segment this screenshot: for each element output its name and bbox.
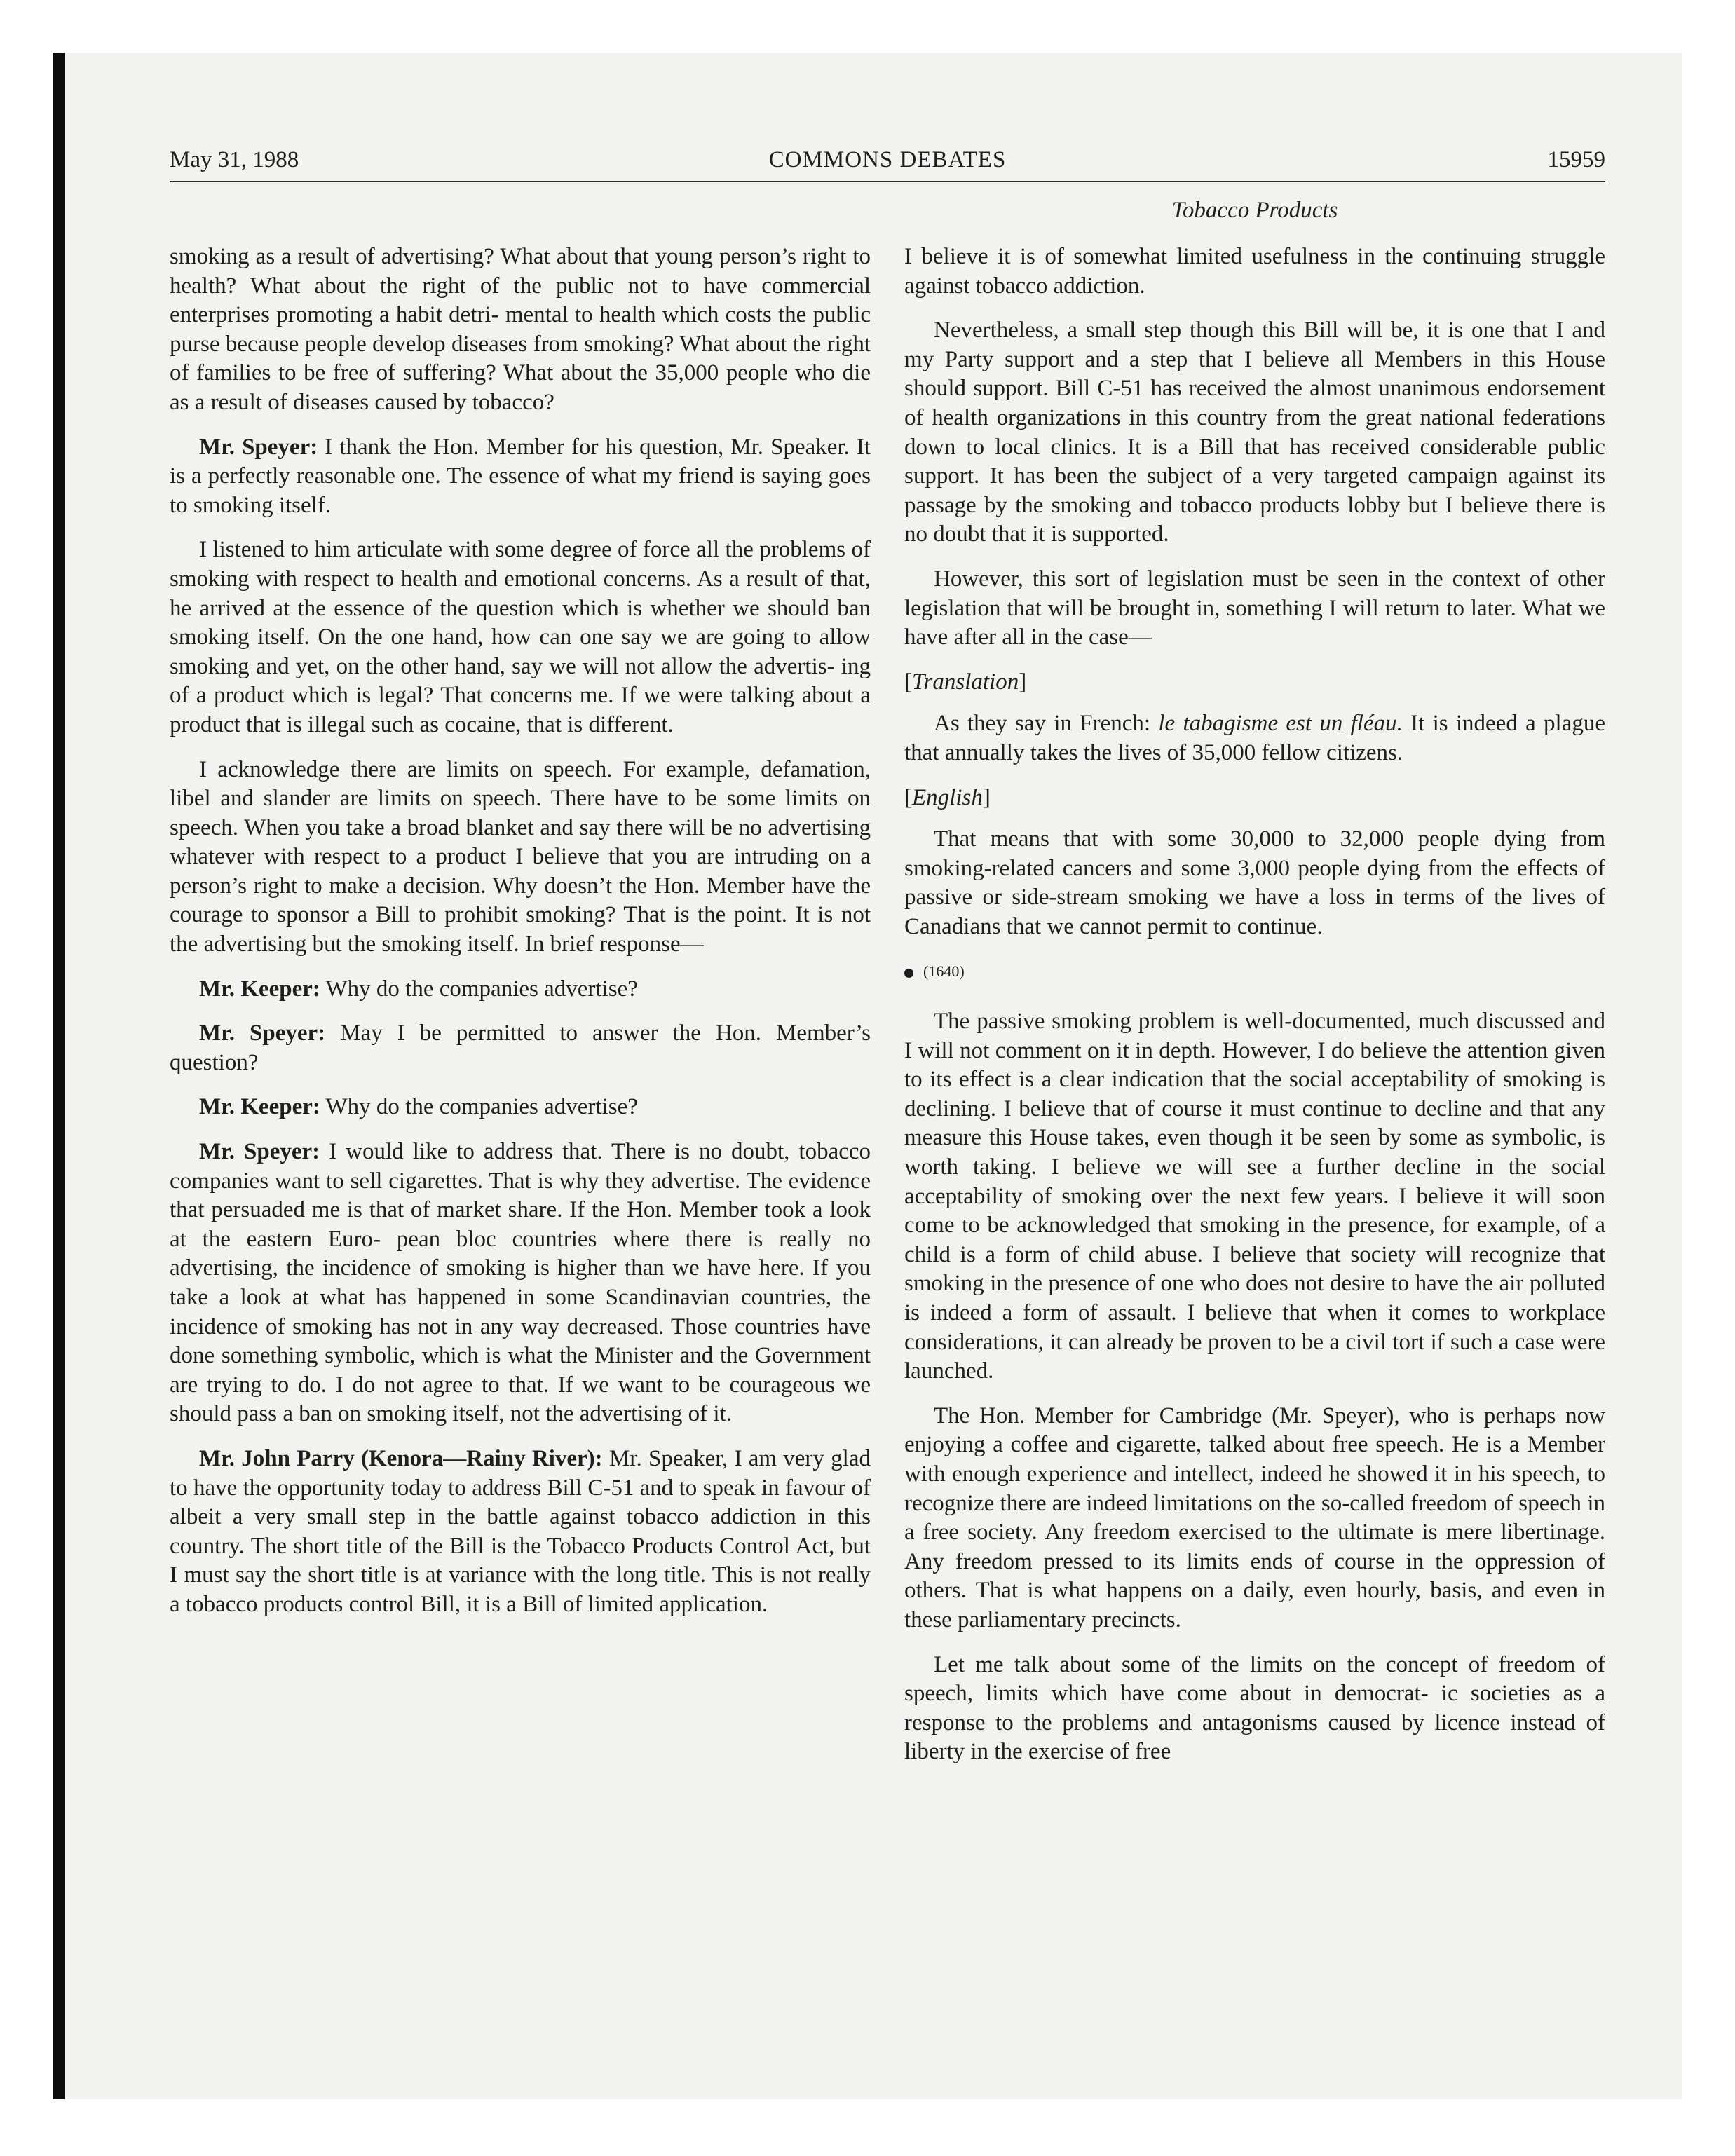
right-column [904,243,1605,1782]
paragraph: That means that with some 30,000 to 32,000 people dying from smoking-related cancers and some 3,000 people dying from the effects of passive or side-stream smoking we have a loss in terms of the lives of Canadians that we cannot permit to continue. [904,826,1605,939]
paragraph [170,433,871,521]
paragraph [170,975,871,1004]
speaker-name: Mr. Speyer: [199,434,318,460]
scan-edge-shadow [53,53,65,2099]
paragraph [170,1093,871,1122]
paragraph: smoking as a result of advertising? What about that young person’s right to health? What about the right of the public not to have commercial enterprises promoting a habit detri- mental to health which costs the public purse because people develop diseases from smoking? What about the right of families to be free of suffering? What about the 35,000 people who die as a result of diseases caused by tobacco? [170,244,871,415]
speech-text: Why do the companies advertise? [325,976,638,1002]
paragraph: I acknowledge there are limits on speech. For example, defamation, libel and slander are limits on speech. There have to be some limits on speech. When you take a broad blanket and say there will be no advertising whatever with respect to a product I believe that you are intruding on a person’s right to make a decision. Why doesn’t the Hon. Member have the courage to sponsor a Bill to prohibit smoking? That is the point. It is not the advertising but the smoking itself. In brief response— [170,756,871,957]
subject-heading: Tobacco Products [1171,198,1338,223]
speech-text: Mr. Speaker, I am very glad to have the opportunity today to address Bill C-51 and to speak in favour of albeit a very small step in the battle against tobacco addiction in this country. The short title of the Bill is the Tobacco Products Control Act, but I must say the short title is at variance with the long title. This is not really a tobacco products control Bill, it is a Bill of limited application. [170,1445,871,1617]
paragraph [170,1138,871,1429]
paragraph [170,1445,871,1620]
time-marker [904,957,1605,986]
paragraph: I believe it is of somewhat limited usefulness in the continuing struggle against tobacco addiction. [904,244,1605,299]
language-marker: [Translation] [904,669,1027,695]
speech-text: It is indeed a plague that annually takes the lives of 35,000 fellow citizens. [904,711,1606,765]
header-page-number: 15959 [1547,147,1605,172]
speech-text: May I be permitted to answer the Hon. Member’s question? [170,1021,871,1075]
left-column [170,243,871,1635]
language-label: Translation [912,669,1019,695]
speaker-name: Mr. Speyer: [199,1139,320,1165]
speaker-name: Mr. John Parry (Kenora—Rainy River): [199,1445,603,1471]
speaker-name: Mr. Speyer: [199,1021,326,1046]
bullet-icon [904,969,913,978]
paragraph: The passive smoking problem is well-documented, much discussed and I will not comment on it in depth. However, I do believe the attention given to its effect is a clear indication that the social acceptability of smoking is declining. I believe that of course it must continue to decline and that any measure this House takes, even though it be seen by some as symbolic, is worth taking. I believe we will see a further decline in the social acceptability of smoking over the next few years. I believe it will soon come to be acknowledged that smoking in the presence, for example, of a child is a form of child abuse. I believe that society will recognize that smoking in the presence of one who does not desire to have the air polluted is indeed a form of assault. I believe that when it comes to workplace considerations, it can already be proven to be a civil tort if such a case were launched. [904,1009,1605,1384]
header-rule [170,181,1605,182]
speech-text: As they say in French: [934,711,1151,737]
speaker-name: Mr. Keeper: [199,1094,320,1120]
speech-text: Why do the companies advertise? [325,1094,638,1120]
speech-text: I thank the Hon. Member for his question, Mr. Speaker. It is a perfectly reasonable one. The essence of what my friend is saying goes to smoking itself. [170,434,871,518]
paragraph: Nevertheless, a small step though this Bill will be, it is one that I and my Party support and a step that I believe all Members in this House should support. Bill C-51 has received the almost unanimous endorsement of health organizations in this country from the great national federations down to local clinics. It is a Bill that has received considerable public support. It has been the subject of a very targeted campaign against its passage by the smoking and tobacco products lobby but I believe there is no doubt that it is supported. [904,318,1605,547]
page-header [170,144,1605,184]
language-marker: [English] [904,784,991,810]
header-date: May 31, 1988 [170,147,299,172]
paragraph: I listened to him articulate with some degree of force all the problems of smoking with respect to health and emotional concerns. As a result of that, he arrived at the essence of the question which is whether we should ban smoking itself. On the one hand, how can one say we are going to allow smoking and yet, on the other hand, say we will not allow the advertis- ing of a product which is legal? That concerns me. If we were talking about a product that is illegal such as cocaine, that is different. [170,537,871,737]
language-label: English [912,784,983,810]
speaker-name: Mr. Keeper: [199,976,320,1002]
french-quote: le tabagisme est un fléau. [1158,711,1403,737]
paragraph: Let me talk about some of the limits on the concept of freedom of speech, limits which have come about in democrat- ic societies as a response to the problems and antagonisms caused by licence instead of liberty in the exercise of free [904,1651,1605,1765]
paragraph: However, this sort of legislation must be seen in the context of other legislation that will be brought in, something I will return to later. What we have after all in the case— [904,566,1605,650]
header-title: COMMONS DEBATES [768,147,1007,172]
speech-text: I would like to address that. There is no doubt, tobacco companies want to sell cigarettes. That is why they advertise. The evidence that persuaded me is that of market share. If the Hon. Member took a look at the eastern Euro- pean bloc countries where there is really no advertising, the incidence of smoking is higher than we have here. If you take a look at what has happened in some Scandinavian countries, the incidence of smoking has not in any way decreased. Those countries have done something symbolic, which is what the Minister and the Government are trying to do. I do not agree to that. If we want to be courageous we should pass a ban on smoking itself, not the advertising of it. [170,1139,871,1427]
paragraph [170,1019,871,1077]
time-marker-text: (1640) [923,962,965,981]
paragraph [904,709,1605,767]
paragraph: The Hon. Member for Cambridge (Mr. Speyer), who is perhaps now enjoying a coffee and cigarette, talked about free speech. He is a Member with enough experience and intellect, indeed he showed it in his speech, to recognize there are indeed limitations on the so-called freedom of speech in a free society. Any freedom exercised to the ultimate is mere libertinage. Any freedom pressed to its limits ends of course in the oppression of others. That is what happens on a daily, even hourly, basis, and even in these parliamentary precincts. [904,1403,1605,1632]
